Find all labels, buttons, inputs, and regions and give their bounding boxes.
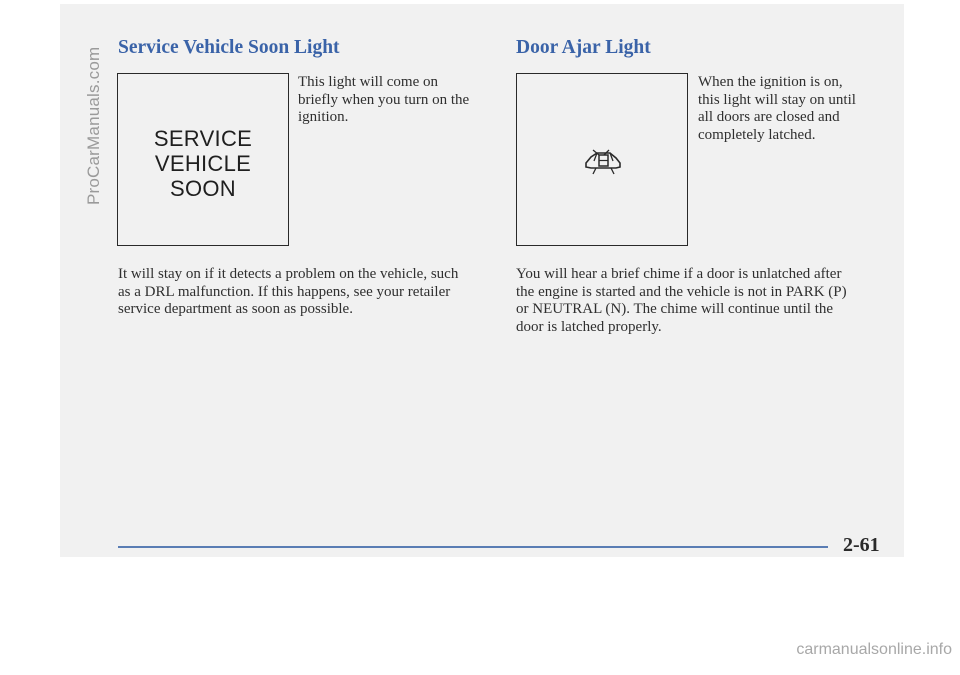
side-watermark: ProCarManuals.com <box>84 46 103 205</box>
page-number: 2-61 <box>843 534 880 556</box>
indicator-line: SOON <box>170 176 236 201</box>
service-light-intro <box>298 74 469 127</box>
indicator-line: VEHICLE <box>154 151 252 176</box>
text-line: all doors are closed and <box>698 109 840 125</box>
text-line: the engine is started and the vehicle is not in PARK (P) <box>516 283 847 300</box>
text-line: as a DRL malfunction. If this happens, see your retailer <box>118 283 451 300</box>
footer-watermark: carmanualsonline.info <box>796 641 952 658</box>
text-line: or NEUTRAL (N). The chime will continue until the <box>516 301 834 317</box>
text-line: briefly when you turn on the <box>298 91 470 108</box>
door-ajar-description <box>516 266 847 336</box>
text-line: ignition. <box>298 109 349 125</box>
indicator-line: SERVICE <box>153 126 253 151</box>
text-line: When the ignition is on, <box>698 74 843 90</box>
door-ajar-indicator <box>516 73 688 246</box>
text-line: completely latched. <box>698 126 816 143</box>
service-light-description <box>118 266 458 319</box>
text-line: service department as soon as possible. <box>118 301 353 317</box>
service-vehicle-soon-indicator <box>117 73 289 246</box>
service-vehicle-soon-title: Service Vehicle Soon Light <box>118 37 340 58</box>
door-ajar-intro <box>698 74 856 144</box>
text-line: this light will stay on until <box>698 91 856 108</box>
door-ajar-title: Door Ajar Light <box>516 37 651 58</box>
door-ajar-car-icon <box>583 146 623 176</box>
service-vehicle-soon-indicator-text <box>118 126 288 201</box>
footer-rule <box>118 546 828 548</box>
text-line: This light will come on <box>298 74 438 90</box>
text-line: You will hear a brief chime if a door is unlatched after <box>516 266 842 282</box>
text-line: door is latched properly. <box>516 318 662 335</box>
text-line: It will stay on if it detects a problem on the vehicle, such <box>118 266 459 282</box>
